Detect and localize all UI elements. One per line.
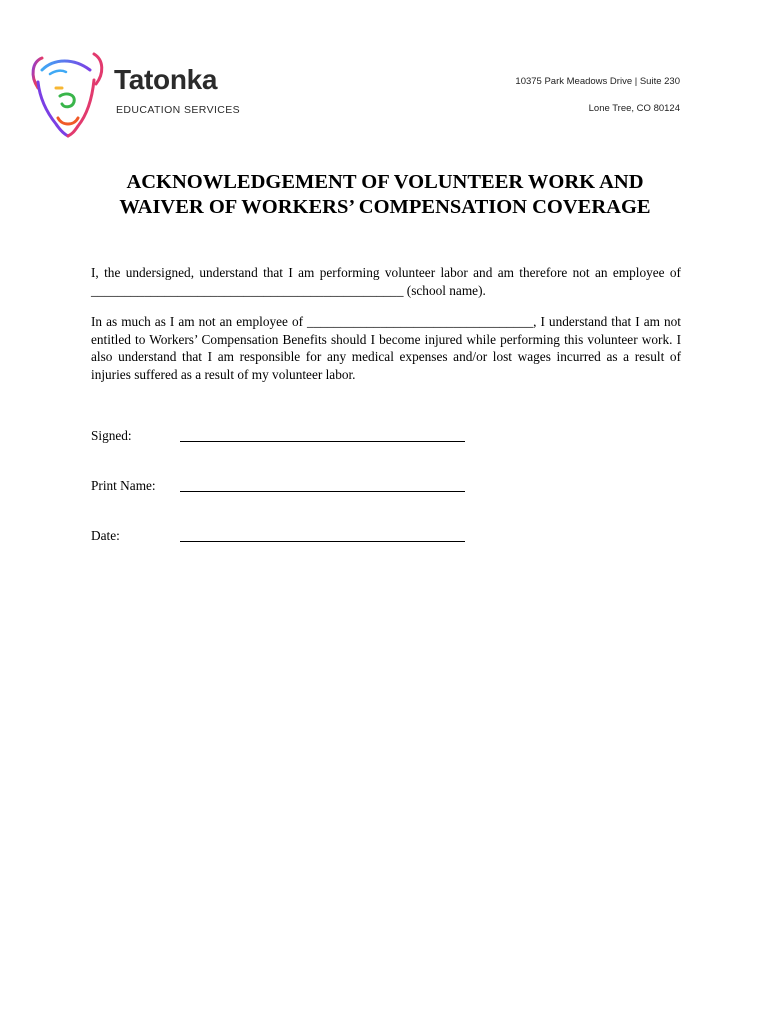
document-title bbox=[0, 170, 770, 220]
print-name-label: Print Name: bbox=[91, 478, 156, 493]
date-line[interactable] bbox=[180, 541, 465, 542]
paragraph-1: I, the undersigned, understand that I am performing volunteer labor and am therefore not an employee of _______________________________________________ (school name). bbox=[91, 265, 681, 298]
title-line-1: ACKNOWLEDGEMENT OF VOLUNTEER WORK AND bbox=[126, 171, 644, 193]
date-label: Date: bbox=[91, 528, 120, 543]
print-name-line[interactable] bbox=[180, 491, 465, 492]
brand-subtitle: EDUCATION SERVICES bbox=[116, 104, 241, 116]
address-line-2: Lone Tree, CO 80124 bbox=[588, 103, 680, 114]
brand-name: Tatonka bbox=[114, 64, 218, 95]
paragraph-2: In as much as I am not an employee of __________________________________, I understand that I am not entitled to Workers’ Compensation Benefits should I become injured while performing this volunteer work. I also understand that I am responsible for any medical expenses and/or lost wages incurred as a result of injuries suffered as a result of my volunteer labor. bbox=[91, 314, 681, 382]
address-line-1: 10375 Park Meadows Drive | Suite 230 bbox=[515, 76, 680, 87]
title-line-2: WAIVER OF WORKERS’ COMPENSATION COVERAGE bbox=[119, 196, 651, 218]
signed-label: Signed: bbox=[91, 428, 132, 443]
bison-logo-icon bbox=[28, 48, 108, 142]
company-logo bbox=[28, 48, 248, 142]
signed-line[interactable] bbox=[180, 441, 465, 442]
